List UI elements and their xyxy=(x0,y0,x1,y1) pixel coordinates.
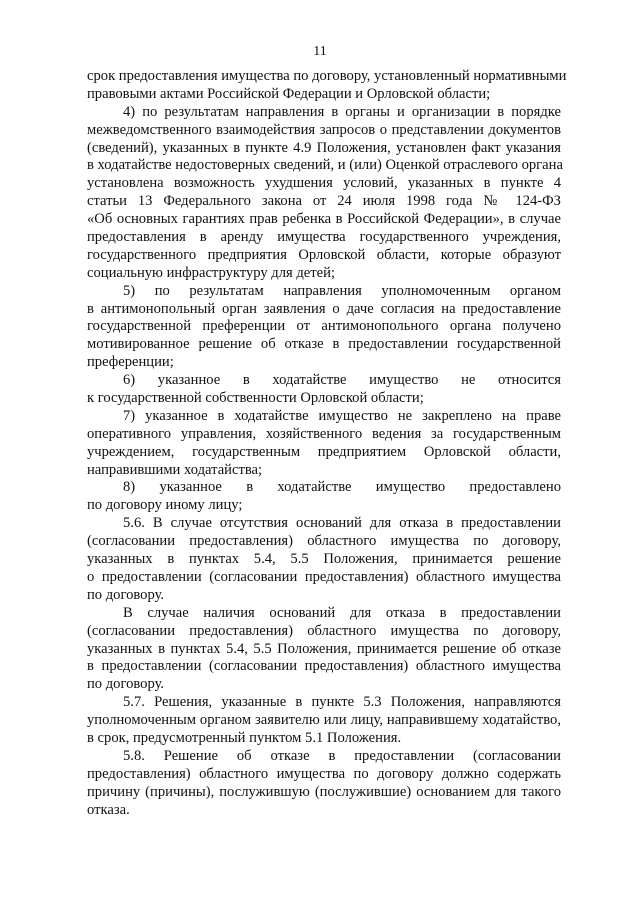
text-line: государственного предприятия Орловской области, которые образуют xyxy=(87,246,561,263)
text-line: предоставления в аренду имущества государственного учреждения, xyxy=(87,229,561,246)
text-line: 5.8. Решение об отказе в предоставлении (согласовании xyxy=(123,747,561,764)
text-line: 6) указанное в ходатайстве имущество не относится xyxy=(123,372,561,389)
text-line: 4) по результатам направления в органы и организации в порядке xyxy=(123,103,561,120)
text-line: в срок, предусмотренный пунктом 5.1 Положения. xyxy=(87,729,402,746)
text-line: по договору. xyxy=(87,676,165,693)
page-number: 11 xyxy=(313,44,327,59)
text-line: указанных в пунктах 5.4, 5.5 Положения, принимается решение xyxy=(87,551,561,568)
text-line: о предоставлении (согласовании предоставления) областного имущества xyxy=(87,568,561,585)
text-line: установлена возможность ухудшения условий, указанных в пункте 4 xyxy=(87,175,561,192)
text-line: учреждением, государственным предприятием Орловской области, xyxy=(87,443,561,460)
text-line: указанных в пунктах 5.4, 5.5 Положения, принимается решение об отказе xyxy=(87,640,561,657)
text-line: 8) указанное в ходатайстве имущество предоставлено xyxy=(123,479,561,496)
text-line: 5.7. Решения, указанные в пункте 5.3 Положения, направляются xyxy=(123,694,561,711)
text-line: предоставления) областного имущества по договору должно содержать xyxy=(87,765,561,782)
text-line: направившими ходатайства; xyxy=(87,461,263,478)
text-line: правовыми актами Российской Федерации и Орловской области; xyxy=(87,85,491,102)
text-line: статьи 13 Федерального закона от 24 июля 1998 года № 124-ФЗ xyxy=(87,193,561,210)
text-line: к государственной собственности Орловской области; xyxy=(87,390,424,407)
text-line: 5.6. В случае отсутствия оснований для отказа в предоставлении xyxy=(123,515,561,532)
text-line: в ходатайстве недостоверных сведений, и (или) Оценкой отраслевого органа xyxy=(87,157,563,174)
text-line: преференции; xyxy=(87,354,174,371)
text-line: (сведений), указанных в пункте 4.9 Положения, установлен факт указания xyxy=(87,139,561,156)
text-line: социальную инфраструктуру для детей; xyxy=(87,264,336,281)
text-line: межведомственного взаимодействия запросов о представлении документов xyxy=(87,121,561,138)
text-line: отказа. xyxy=(87,801,130,818)
text-line: причину (причины), послужившую (послужившие) основанием для такого xyxy=(87,783,561,800)
text-line: государственной преференции от антимонопольного органа получено xyxy=(87,318,561,335)
text-line: уполномоченным органом заявителю или лицу, направившему ходатайство, xyxy=(87,712,561,729)
text-line: 5) по результатам направления уполномоченным органом xyxy=(123,282,561,299)
text-line: 7) указанное в ходатайстве имущество не закреплено на праве xyxy=(123,407,561,424)
text-line: оперативного управления, хозяйственного ведения за государственным xyxy=(87,425,561,442)
document-body xyxy=(87,68,567,819)
text-line: В случае наличия оснований для отказа в предоставлении xyxy=(123,604,561,621)
text-line: мотивированное решение об отказе в предоставлении государственной xyxy=(87,336,561,353)
text-line: (согласовании предоставления) областного имущества по договору, xyxy=(87,622,561,639)
text-line: срок предоставления имущества по договору, установленный нормативными xyxy=(87,68,567,84)
text-line: (согласовании предоставления) областного имущества по договору, xyxy=(87,533,561,550)
text-line: в антимонопольный орган заявления о даче согласия на предоставление xyxy=(87,300,561,317)
text-line: по договору иному лицу; xyxy=(87,497,243,514)
text-line: в предоставлении (согласовании предоставления) областного имущества xyxy=(87,658,561,675)
text-line: «Об основных гарантиях прав ребенка в Российской Федерации», в случае xyxy=(87,211,561,228)
text-line: по договору. xyxy=(87,586,165,603)
